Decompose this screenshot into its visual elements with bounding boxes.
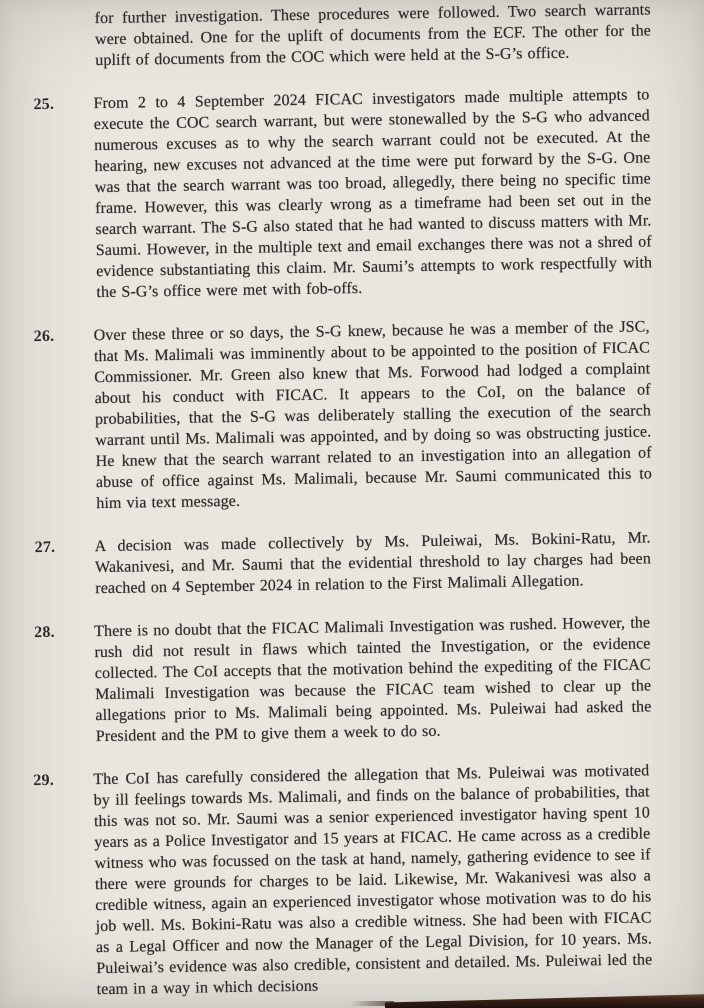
- paragraph-text: There is no doubt that the FICAC Malimali Investigation was rushed. However, the rush did not result in flaws which tainted the Investigation, or the evidence collected. The CoI accepts that the motivation behind the expediting of the FICAC Malimali Investigation was because the FICAC team wished to clear up the allegations prior to Ms. Malimali being appointed. Ms. Puleiwai had asked the President and the PM to give them a week to do so.: [94, 614, 652, 746]
- paragraph-number-spacer: [35, 8, 95, 9]
- paragraph-number: 28.: [34, 623, 55, 642]
- paragraph-text: Over these three or so days, the S-G knew, because he was a member of the JSC, that Ms. Malimali was imminently about to be appointed to the position of FICAC Commissioner. Mr. Green also knew that Ms. Forwood had lodged a complaint about his conduct with FICAC. It appears to the CoI, on the balance of probabilities, that the S-G was deliberately stalling the execution of the search warrant until Ms. Malimali was appointed, and by doing so was obstructing justice. He knew that the search warrant related to an investigation into an allegation of abuse of office against Ms. Malimali, because Mr. Saumi communicated this to him via text message.: [93, 318, 653, 513]
- paragraph-text: for further investigation. These procedures were followed. Two search warrants were obtained. One for the uplift of documents from the ECF. The other for the uplift of documents from the COC which were held at the S-G’s office.: [94, 1, 652, 70]
- paragraph-text: From 2 to 4 September 2024 FICAC investigators made multiple attempts to execute the COC search warrant, but were stonewalled by the S-G who advanced numerous excuses as to why the search warrant could not be executed. At the hearing, new excuses not advanced at the time were put forward by the S-G. One was that the search warrant was too broad, allegedly, there being no specific time frame. However, this was clearly wrong as a timeframe had been set out in the search warrant. The S-G also stated that he had wanted to discuss matters with Mr. Saumi. However, in the multiple text and email exchanges there was not a shred of evidence substantiating this claim. Mr. Saumi’s attempts to work respectfully with the S-G’s office were met with fob-offs.: [93, 86, 653, 302]
- paragraph-text: The CoI has carefully considered the allegation that Ms. Puleiwai was motivated by ill feelings towards Ms. Malimali, and finds on the balance of probabilities, that this was not so. Mr. Saumi was a senior experienced investigator having spent 10 years as a Police Investigator and 15 years at FICAC. He came across as a credible witness who was focussed on the task at hand, namely, gathering evidence to see if there were grounds for charges to be laid. Likewise, Mr. Wakanivesi was also a credible witness, again an experienced investigator whose motivation was to do his job well. Ms. Bokini-Ratu was also a credible witness. She had been with FICAC as a Legal Officer and now the Manager of the Legal Division, for 10 years. Ms. Puleiwai’s evidence was also credible, consistent and detailed. Ms. Puleiwai led the team in a way in which decisions: [93, 762, 653, 999]
- paragraph-number: 26.: [33, 327, 55, 346]
- paragraph-number: 27.: [34, 538, 56, 557]
- numbered-paragraph-25: [0, 84, 704, 305]
- paragraph-number: 25.: [33, 95, 55, 114]
- page-text-block: [0, 1, 704, 1008]
- paragraph-continuation: [0, 0, 704, 73]
- numbered-paragraph-29: [0, 760, 704, 1002]
- paragraph-number: 29.: [33, 771, 55, 790]
- numbered-paragraph-27: [0, 527, 704, 601]
- numbered-paragraph-26: [0, 316, 704, 516]
- paragraph-text: A decision was made collectively by Ms. Puleiwai, Ms. Bokini-Ratu, Mr. Wakanivesi, and Mr. Saumi that the evidential threshold to lay charges had been reached on 4 September 2024 in relation to the First Malimali Allegation.: [94, 529, 652, 598]
- numbered-paragraph-28: [0, 612, 704, 749]
